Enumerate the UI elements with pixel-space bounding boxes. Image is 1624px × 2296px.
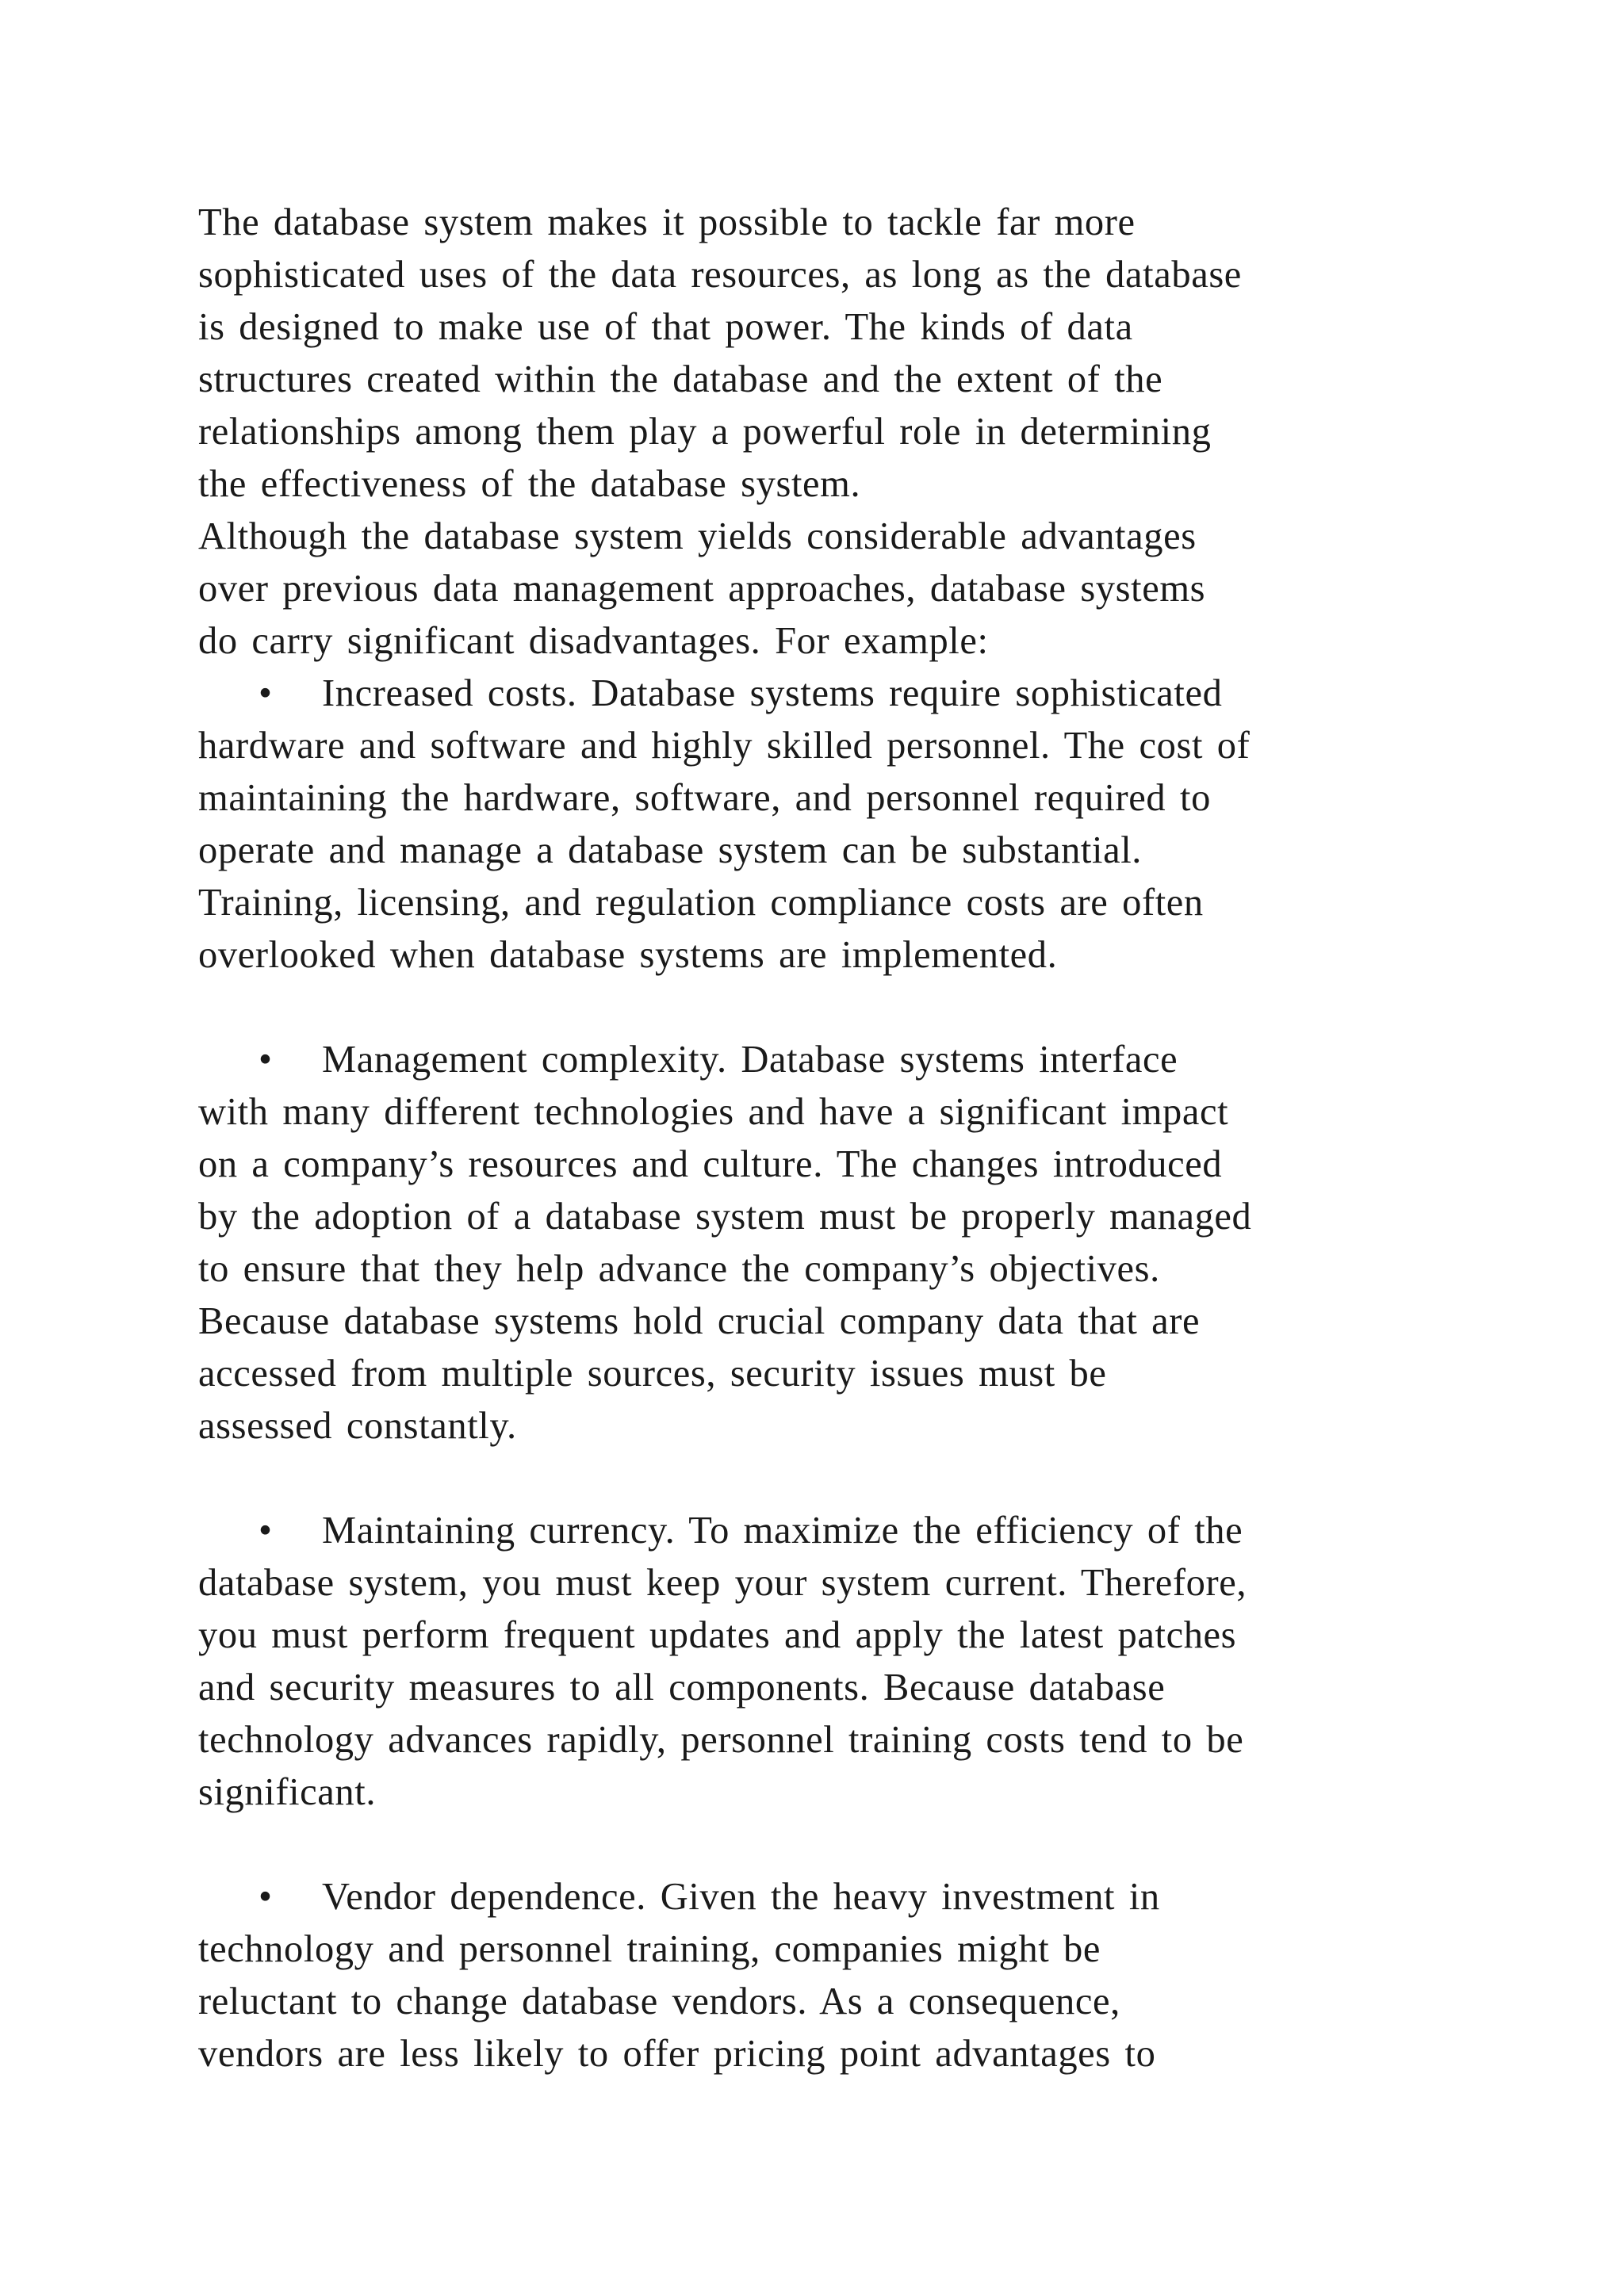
text-line: operate and manage a database system can be substantial. — [198, 829, 1142, 871]
bullet-symbol: • — [259, 1510, 273, 1552]
text-line: Because database systems hold crucial company data that are — [198, 1300, 1201, 1342]
text-line: vendors are less likely to offer pricing point advantages to — [198, 2033, 1156, 2075]
bullet-first-line — [198, 1871, 1467, 1923]
body-text — [198, 197, 1467, 2080]
bullet-item-management-complexity — [198, 1034, 1467, 1452]
text-line: to ensure that they help advance the company’s objectives. — [198, 1248, 1160, 1290]
text-line: Training, licensing, and regulation compliance costs are often — [198, 882, 1204, 924]
text-line: Although the database system yields considerable advantages — [198, 515, 1197, 557]
bullet-symbol: • — [259, 1039, 273, 1081]
text-line: the effectiveness of the database system. — [198, 463, 861, 505]
text-line: database system, you must keep your system current. Therefore, — [198, 1562, 1247, 1604]
text-line: sophisticated uses of the data resources, as long as the database — [198, 254, 1242, 296]
paragraph-spacer — [198, 1819, 1467, 1871]
paragraph-spacer — [198, 982, 1467, 1034]
text-line: assessed constantly. — [198, 1405, 517, 1447]
text-line: maintaining the hardware, software, and personnel required to — [198, 777, 1211, 819]
disadvantages-intro-paragraph — [198, 511, 1467, 668]
text-line: reluctant to change database vendors. As a consequence, — [198, 1980, 1120, 2022]
bullet-item-increased-costs — [198, 668, 1467, 982]
bullet-lead-text: Vendor dependence. Given the heavy investment in — [322, 1876, 1160, 1918]
text-line: and security measures to all components. Because database — [198, 1667, 1166, 1709]
intro-paragraph — [198, 197, 1467, 511]
bullet-first-line — [198, 1034, 1467, 1086]
text-line: over previous data management approaches, database systems — [198, 568, 1206, 610]
text-line: technology and personnel training, companies might be — [198, 1928, 1101, 1970]
bullet-first-line — [198, 1505, 1467, 1557]
text-line: by the adoption of a database system must be properly managed — [198, 1196, 1252, 1238]
text-line: you must perform frequent updates and apply the latest patches — [198, 1614, 1237, 1656]
text-line: structures created within the database and the extent of the — [198, 358, 1163, 400]
bullet-lead-text: Management complexity. Database systems interface — [322, 1039, 1178, 1081]
text-line: with many different technologies and have a significant impact — [198, 1091, 1229, 1133]
bullet-item-vendor-dependence — [198, 1871, 1467, 2080]
bullet-symbol: • — [259, 1876, 273, 1918]
text-line: technology advances rapidly, personnel training costs tend to be — [198, 1719, 1244, 1761]
bullet-lead-text: Increased costs. Database systems require sophisticated — [322, 672, 1223, 714]
bullet-symbol: • — [259, 672, 273, 714]
bullet-lead-text: Maintaining currency. To maximize the efficiency of the — [322, 1510, 1243, 1552]
paragraph-spacer — [198, 1452, 1467, 1505]
text-line: The database system makes it possible to tackle far more — [198, 201, 1136, 243]
text-line: on a company’s resources and culture. The changes introduced — [198, 1143, 1223, 1185]
text-line: accessed from multiple sources, security issues must be — [198, 1353, 1107, 1395]
text-line: is designed to make use of that power. The kinds of data — [198, 306, 1133, 348]
text-line: do carry significant disadvantages. For example: — [198, 620, 989, 662]
text-line: overlooked when database systems are implemented. — [198, 934, 1058, 976]
bullet-first-line — [198, 668, 1467, 720]
bullet-item-maintaining-currency — [198, 1505, 1467, 1819]
text-line: relationships among them play a powerful role in determining — [198, 411, 1212, 453]
text-line: hardware and software and highly skilled personnel. The cost of — [198, 725, 1251, 767]
text-line: significant. — [198, 1771, 377, 1813]
